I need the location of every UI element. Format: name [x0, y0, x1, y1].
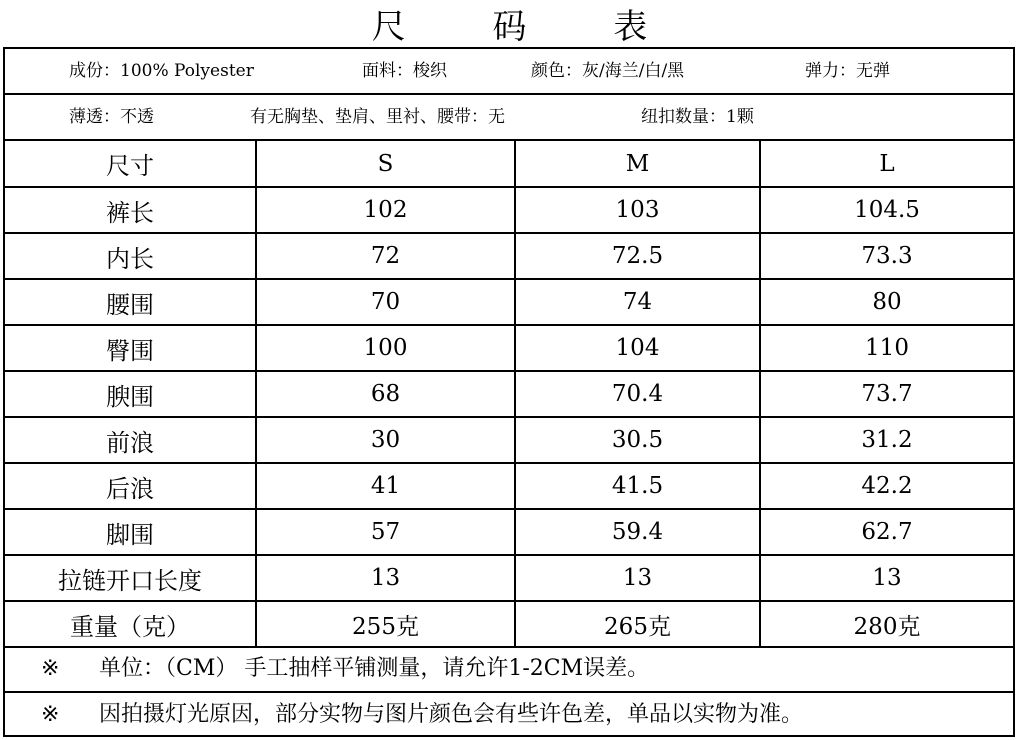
- cell-l: 280克: [760, 601, 1013, 647]
- cell-s: 70: [256, 279, 515, 325]
- cell-l: 73.3: [760, 233, 1013, 279]
- header-size-m: M: [515, 141, 760, 187]
- cell-m: 13: [515, 555, 760, 601]
- button-count-text: 纽扣数量：1颗: [641, 107, 754, 127]
- row-label: 内长: [5, 233, 256, 279]
- product-info-row-2: [5, 95, 1013, 141]
- row-label: 前浪: [5, 417, 256, 463]
- cell-s: 72: [256, 233, 515, 279]
- header-size: 尺寸: [5, 141, 256, 187]
- table-row: [5, 601, 1013, 647]
- row-label: 后浪: [5, 463, 256, 509]
- cell-l: 104.5: [760, 187, 1013, 233]
- sheerness-text: 薄透：不透: [69, 107, 154, 127]
- cell-s: 100: [256, 325, 515, 371]
- row-label: 腴围: [5, 371, 256, 417]
- row-label: 拉链开口长度: [5, 555, 256, 601]
- table-row: [5, 187, 1013, 233]
- table-header-row: [5, 141, 1013, 187]
- cell-l: 80: [760, 279, 1013, 325]
- measurement-note: [5, 647, 1013, 693]
- cell-l: 62.7: [760, 509, 1013, 555]
- cell-s: 30: [256, 417, 515, 463]
- cell-m: 59.4: [515, 509, 760, 555]
- cell-s: 68: [256, 371, 515, 417]
- cell-l: 73.7: [760, 371, 1013, 417]
- cell-m: 265克: [515, 601, 760, 647]
- page-title: 尺 码 表: [371, 7, 686, 47]
- row-label: 脚围: [5, 509, 256, 555]
- measurement-note-text: 单位：（CM） 手工抽样平铺测量，请允许1-2CM误差。: [99, 656, 650, 681]
- row-label: 重量（克）: [5, 601, 256, 647]
- cell-s: 57: [256, 509, 515, 555]
- composition-text: 成份：100% Polyester: [69, 61, 254, 81]
- cell-l: 42.2: [760, 463, 1013, 509]
- cell-l: 13: [760, 555, 1013, 601]
- color-disclaimer-note: [5, 693, 1013, 739]
- header-size-s: S: [256, 141, 515, 187]
- cell-m: 104: [515, 325, 760, 371]
- size-chart-frame: [3, 47, 1015, 737]
- header-size-l: L: [760, 141, 1013, 187]
- fabric-text: 面料：梭织: [362, 61, 447, 81]
- cell-s: 255克: [256, 601, 515, 647]
- size-table: [5, 141, 1013, 648]
- table-row: [5, 555, 1013, 601]
- table-row: [5, 417, 1013, 463]
- row-label: 裤长: [5, 187, 256, 233]
- cell-m: 103: [515, 187, 760, 233]
- reference-mark: ※: [41, 702, 60, 727]
- elasticity-text: 弹力：无弹: [805, 61, 890, 81]
- cell-m: 41.5: [515, 463, 760, 509]
- table-row: [5, 325, 1013, 371]
- table-row: [5, 463, 1013, 509]
- cell-m: 74: [515, 279, 760, 325]
- product-info-row-1: [5, 49, 1013, 95]
- padding-lining-text: 有无胸垫、垫肩、里衬、腰带：无: [250, 107, 505, 127]
- reference-mark: ※: [41, 656, 60, 681]
- table-row: [5, 279, 1013, 325]
- cell-s: 13: [256, 555, 515, 601]
- cell-m: 72.5: [515, 233, 760, 279]
- cell-l: 110: [760, 325, 1013, 371]
- color-text: 颜色：灰/海兰/白/黑: [531, 61, 685, 81]
- color-disclaimer-text: 因拍摄灯光原因，部分实物与图片颜色会有些许色差，单品以实物为准。: [99, 702, 804, 727]
- row-label: 腰围: [5, 279, 256, 325]
- table-row: [5, 371, 1013, 417]
- cell-m: 70.4: [515, 371, 760, 417]
- table-row: [5, 509, 1013, 555]
- cell-s: 102: [256, 187, 515, 233]
- row-label: 臀围: [5, 325, 256, 371]
- cell-m: 30.5: [515, 417, 760, 463]
- table-row: [5, 233, 1013, 279]
- cell-s: 41: [256, 463, 515, 509]
- cell-l: 31.2: [760, 417, 1013, 463]
